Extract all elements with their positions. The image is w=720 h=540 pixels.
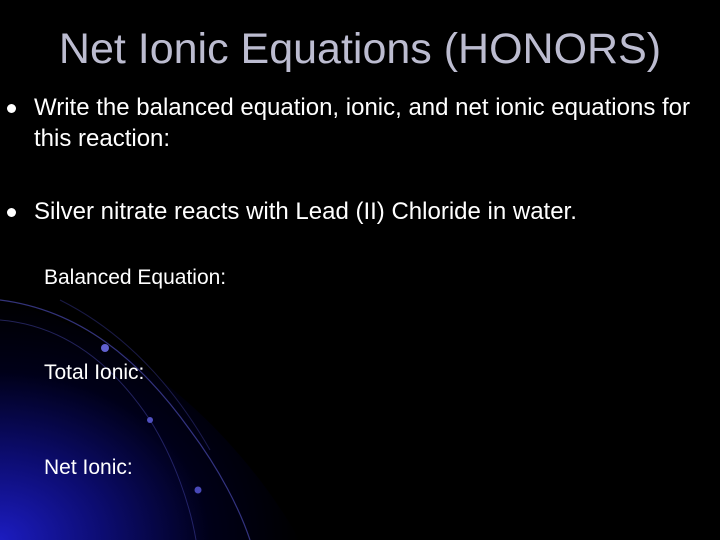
bullet-text: Write the balanced equation, ionic, and net ionic equations for this reaction: — [34, 94, 690, 152]
net-ionic-label: Net Ionic: — [44, 456, 133, 479]
total-ionic-label: Total Ionic: — [44, 361, 145, 384]
slide-title: Net Ionic Equations (HONORS) — [58, 25, 662, 73]
bullet-text: Silver nitrate reacts with Lead (II) Chloride in water. — [34, 198, 577, 225]
glow-dot — [101, 344, 109, 352]
balanced-equation-label: Balanced Equation: — [44, 266, 227, 289]
bullet-dot-icon — [7, 208, 16, 217]
glow-dot — [147, 417, 153, 423]
glow-dot — [195, 487, 202, 494]
bullet-dot-icon — [7, 104, 16, 113]
